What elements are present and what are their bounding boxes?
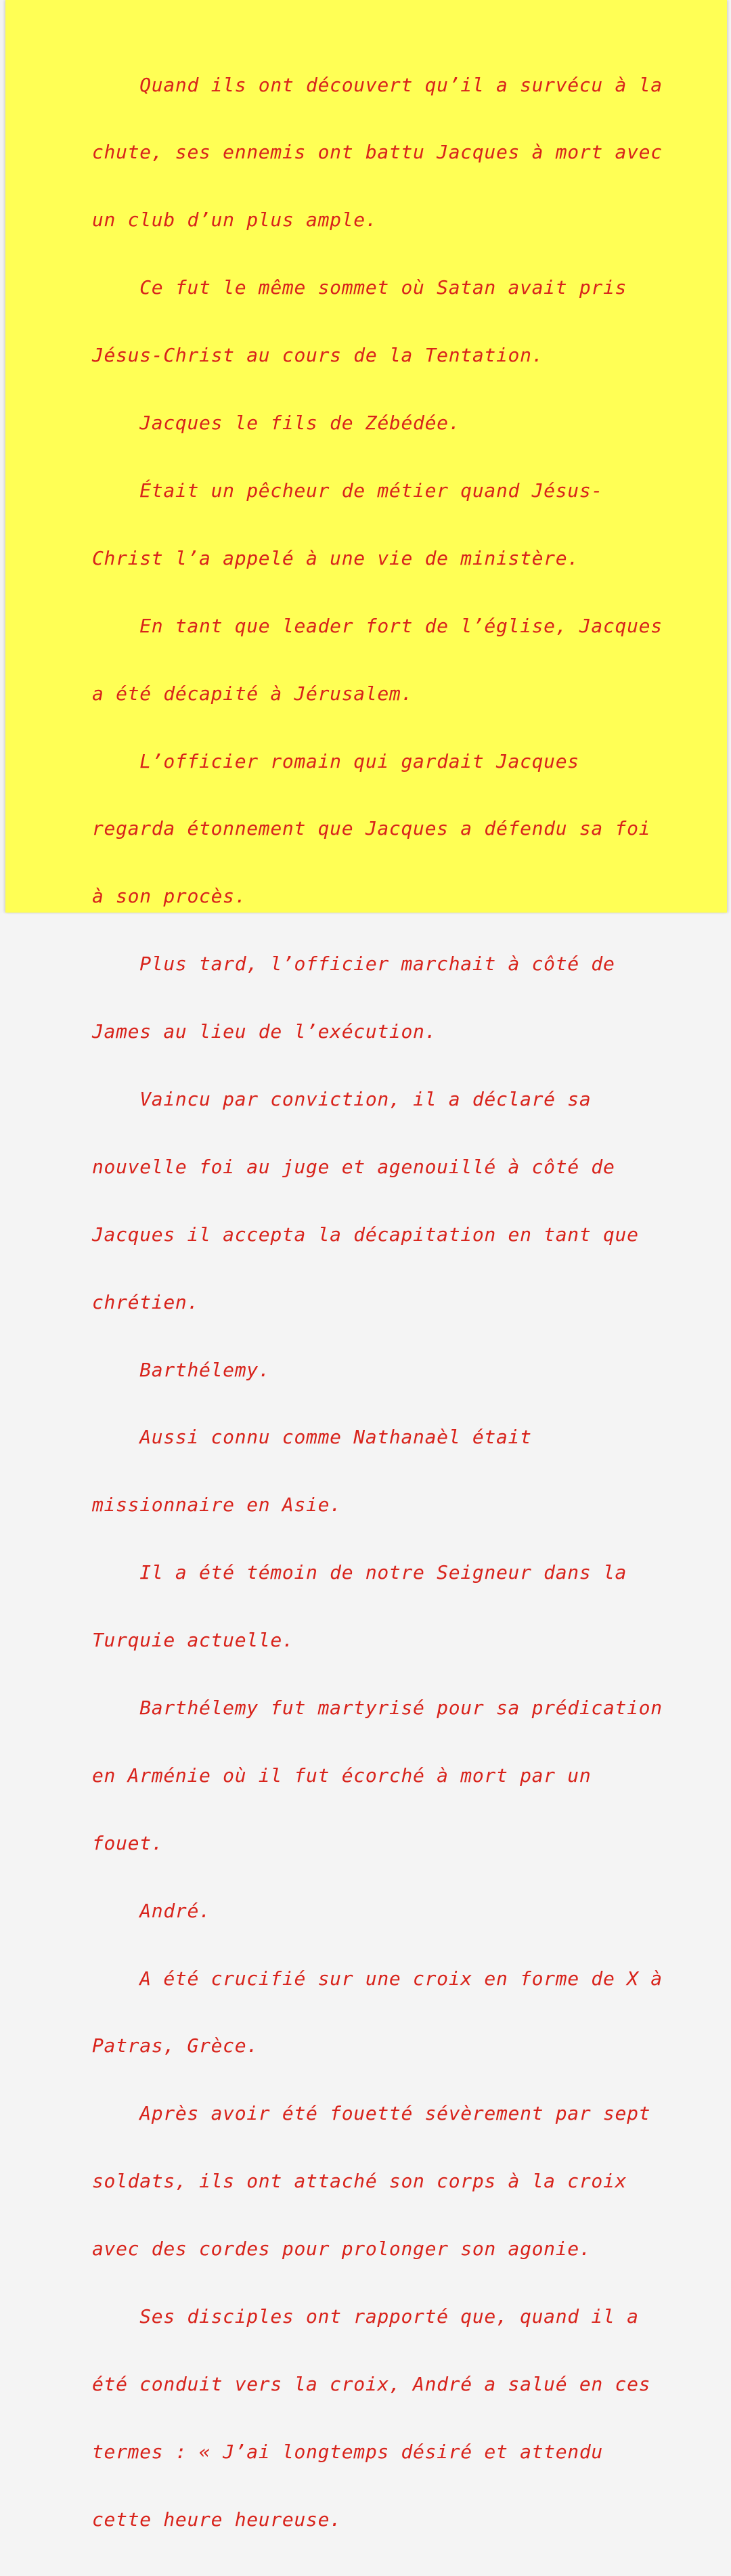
text-line: André. (92, 1899, 211, 1922)
text-line: Plus tard, l’officier marchait à côté de (92, 953, 615, 976)
text-line: Barthélemy. (92, 1358, 271, 1381)
text-line: Il a été témoin de notre Seigneur dans la (92, 1561, 627, 1584)
text-line: Vaincu par conviction, il a déclaré sa (92, 1087, 592, 1110)
text-line: soldats, ils ont attaché son corps à la croix (92, 2170, 627, 2193)
text-line: En tant que leader fort de l’église, Jacques (92, 614, 663, 637)
text-line: Patras, Grèce. (92, 2034, 259, 2057)
text-line: chute, ses ennemis ont battu Jacques à mort avec (92, 141, 663, 164)
text-line: nouvelle foi au juge et agenouillé à côté de (92, 1155, 615, 1178)
text-line: Turquie actuelle. (92, 1629, 294, 1652)
text-line: à son procès. (92, 885, 247, 908)
text-line: Quand ils ont découvert qu’il a survécu à la (92, 73, 663, 96)
text-line: Jacques il accepta la décapitation en tant que (92, 1223, 639, 1246)
text-line: cette heure heureuse. (92, 2508, 342, 2531)
text-line: termes : « J’ai longtemps désiré et attendu (92, 2440, 603, 2463)
text-line: missionnaire en Asie. (92, 1493, 342, 1516)
text-line: avec des cordes pour prolonger son agonie. (92, 2237, 592, 2261)
text-line: James au lieu de l’exécution. (92, 1020, 437, 1043)
text-line: chrétien. (92, 1290, 200, 1313)
text-line: A été crucifié sur une croix en forme de X à (92, 1967, 663, 1990)
text-line: été conduit vers la croix, André a salué en ces (92, 2372, 651, 2395)
text-line: Ce fut le même sommet où Satan avait pris (92, 276, 627, 299)
text-line: L’officier romain qui gardait Jacques (92, 749, 579, 772)
text-line: Christ l’a appelé à une vie de ministère. (92, 546, 579, 569)
text-line: Jésus-Christ au cours de la Tentation. (92, 344, 544, 367)
text-line: Aussi connu comme Nathanaèl était (92, 1426, 532, 1449)
text-line: fouet. (92, 1831, 164, 1854)
text-line: regarda étonnement que Jacques a défendu sa foi (92, 817, 651, 840)
document-text (92, 28, 663, 2576)
text-line: Barthélemy fut martyrisé pour sa prédication (92, 1696, 663, 1719)
text-line: Après avoir été fouetté sévèrement par sept (92, 2102, 651, 2125)
text-line: Ses disciples ont rapporté que, quand il a (92, 2305, 639, 2328)
text-line: un club d’un plus ample. (92, 209, 378, 232)
text-line: Jacques le fils de Zébédée. (92, 412, 461, 435)
document-page[interactable] (5, 0, 727, 2531)
text-line: a été décapité à Jérusalem. (92, 682, 414, 705)
text-line: en Arménie où il fut écorché à mort par un (92, 1764, 592, 1787)
text-line: Était un pêcheur de métier quand Jésus- (92, 479, 603, 502)
